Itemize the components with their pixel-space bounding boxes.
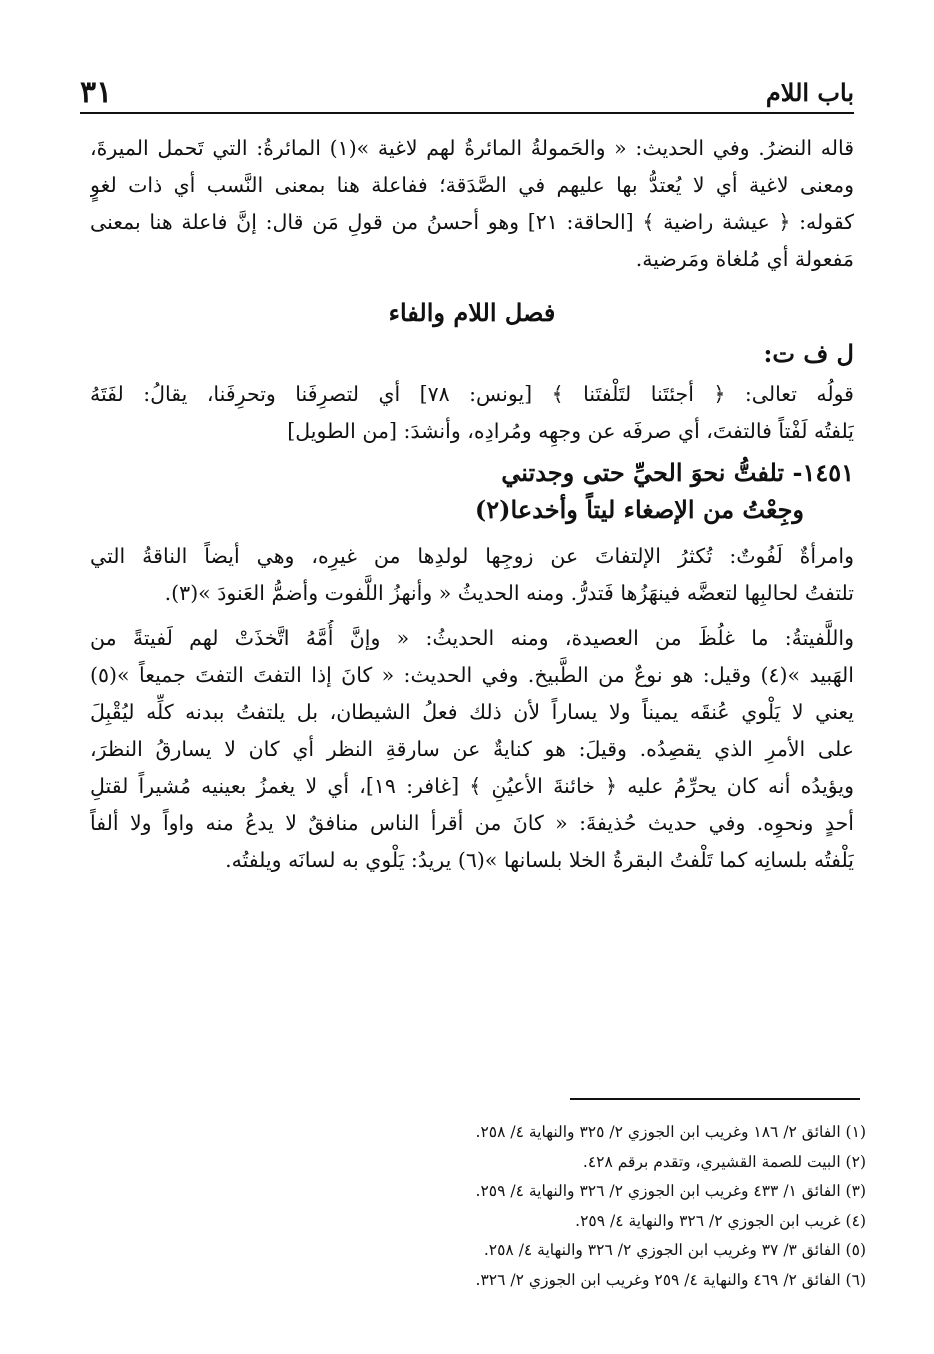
text-line: الهَبيد »(٤) وقيل: هو نوعٌ من الطَّبيخ. وفي الحديث: « كانَ إذا التفتَ التفتَ جميعاً »(٥) (90, 663, 854, 687)
root-heading: ل ف ت: (763, 339, 854, 368)
text-line: كقوله: ﴿ عيشة راضية ﴾ [الحاقة: ٢١] وهو أحسنُ من قولِ مَن قال: إنَّ فاعلة هنا بمعنى (90, 210, 854, 234)
footnote: (٤) غريب ابن الجوزي ٢/ ٣٢٦ والنهاية ٤/ ٢٥٩. (575, 1211, 866, 1230)
page-header (80, 72, 854, 114)
footnote-divider (570, 1098, 860, 1100)
footnote: (٦) الفائق ٢/ ٤٦٩ والنهاية ٤/ ٢٥٩ وغريب ابن الجوزي ٢/ ٣٢٦. (475, 1270, 866, 1289)
footnote: (٢) البيت للصمة القشيري، وتقدم برقم ٤٢٨. (582, 1152, 866, 1171)
text-line: قاله النضرُ. وفي الحديث: « والحَمولةُ المائرةُ لهم لاغية »(١) المائرةُ: التي تَحمل الميرةَ، (90, 136, 854, 160)
text-line: ويؤيدُه أنه كان يحرِّمُ عليه ﴿ خائنةَ الأعيُنِ ﴾ [غافر: ١٩]، أي لا يغمزُ بعينيه مُشيراً لقتلِ (90, 774, 854, 798)
section-heading: فصل اللام والفاء (388, 298, 556, 327)
footnote: (٥) الفائق ٣/ ٣٧ وغريب ابن الجوزي ٢/ ٣٢٦ والنهاية ٤/ ٢٥٨. (483, 1241, 866, 1259)
text-line: قولُه تعالى: ﴿ أجئتَنا لتَلْفتَنا ﴾ [يونس: ٧٨] أي لتصرِفَنا وتحرِفَنا، يقالُ: لفَتَهُ (90, 382, 854, 406)
chapter-title: باب اللام (765, 77, 854, 107)
main-text (90, 130, 854, 887)
text-line: أحدٍ ونحوِه. وفي حديث حُذيفةَ: « كانَ من أقرأ الناس منافقٌ لا يدعُ منه واواً ولا ألفاً (90, 811, 854, 835)
footnote: (٣) الفائق ١/ ٤٣٣ وغريب ابن الجوزي ٢/ ٣٢٦ والنهاية ٤/ ٢٥٩. (475, 1182, 866, 1200)
text-line: يَلفتُه لَفْتاً فالتفتَ، أي صرفَه عن وجهِه ومُرادِه، وأنشدَ: [من الطويل] (287, 419, 854, 443)
text-line: مَفعولة أي مُلغاة ومَرضية. (635, 247, 854, 271)
text-line: ومعنى لاغية أي لا يُعتدُّ بها عليهم في الصَّدَقة؛ ففاعلة هنا بمعنى النَّسب أي ذات لغوٍ (90, 173, 854, 197)
text-line: على الأمرِ الذي يقصِدُه. وقيلَ: هو كنايةٌ عن سارقةِ النظر أي كان لا يسارقُ النظرَ، (90, 737, 854, 761)
paragraph (90, 620, 854, 879)
text-line: يعني لا يَلْوي عُنقَه يميناً ولا يساراً لأن ذلك فعلُ الشيطان، بل يلتفتُ ببدنه كلِّه ليُقْبِلَ (90, 700, 854, 724)
verse-line-2: وجِعْتُ من الإصغاء ليتاً وأخدعا(٢) (474, 495, 804, 524)
text-line: وامرأةٌ لَفُوتٌ: تُكثرُ الإلتفاتَ عن زوجِها لولدِها من غيرِه، وهي أيضاً الناقةُ التي (90, 544, 854, 568)
text-line: يَلْفتُه بلسانِه كما تَلْفتُ البقرةُ الخلا بلسانها »(٦) يريدُ: يَلْوي به لسانَه ويلفتُه. (225, 848, 854, 872)
footnote: (١) الفائق ٢/ ١٨٦ وغريب ابن الجوزي ٢/ ٣٢٥ والنهاية ٤/ ٢٥٨. (475, 1123, 866, 1141)
text-line: واللَّفيتةُ: ما غلُظَ من العصيدة، ومنه الحديثُ: « وإنَّ أُمَّهُ اتَّخذَتْ لهم لَفيتةً من (90, 626, 854, 650)
paragraph (90, 538, 854, 612)
verse-line-1: ١٤٥١- تلفتُّ نحوَ الحيِّ حتى وجدتني (501, 458, 854, 487)
footnotes (80, 1118, 866, 1295)
text-line: تلتفتُ لحالبِها لتعضَّه فينهَزُها فَتدرُّ. ومنه الحديثُ « وأنهزُ اللَّفوت وأضمُّ العَنودَ »(٣). (164, 581, 854, 605)
paragraph (90, 376, 854, 450)
page-number: ٣١ (80, 74, 113, 110)
intro-paragraph (90, 130, 854, 278)
